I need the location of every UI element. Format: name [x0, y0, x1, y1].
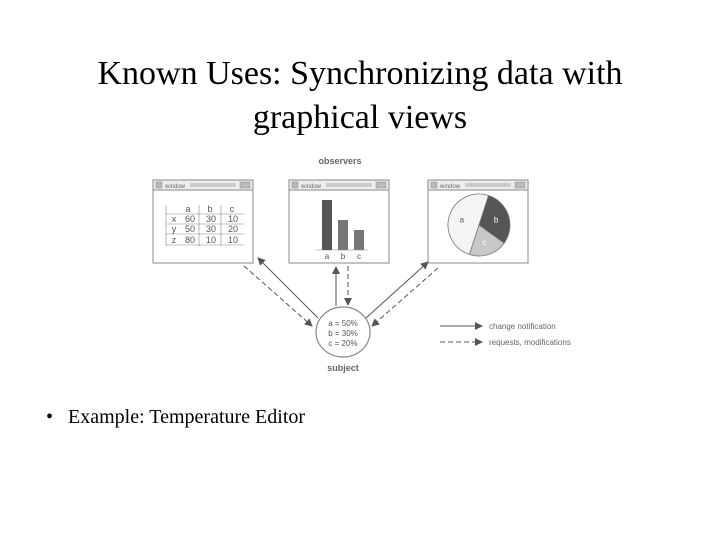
bullet-text: Example: Temperature Editor — [68, 406, 306, 428]
window-menu-icon — [156, 182, 162, 188]
bar-category-label: c — [357, 252, 361, 261]
notification-arrow — [366, 262, 428, 318]
window-title-pattern — [326, 183, 372, 187]
legend-dashed-label: requests, modifications — [489, 338, 571, 347]
observers-label: observers — [318, 156, 362, 166]
table-header-cell: a — [185, 204, 191, 214]
table-header-cell: c — [229, 204, 235, 214]
bar-category-label: b — [340, 252, 346, 261]
table-cell: 20 — [227, 224, 239, 234]
bar-category-label: a — [324, 252, 330, 261]
request-arrow — [372, 268, 438, 326]
table-window — [153, 180, 253, 263]
title-line-1: Known Uses: Synchronizing data with — [97, 55, 623, 92]
bullet-dot: • — [46, 406, 54, 428]
table-cell: 10 — [227, 214, 239, 224]
table-cell: 10 — [205, 235, 217, 245]
table-header-cell: b — [207, 204, 213, 214]
window-menu-icon — [292, 182, 298, 188]
pie-slice-label: c — [482, 238, 487, 248]
pie-slice-label: b — [493, 215, 499, 225]
subject-value: b = 30% — [328, 329, 358, 338]
legend-solid-label: change notification — [489, 322, 556, 331]
table-cell: 50 — [184, 224, 196, 234]
title-line-2: graphical views — [252, 99, 468, 136]
subject-value: c = 20% — [328, 339, 358, 348]
bar-a — [322, 200, 332, 250]
window-title: window — [301, 184, 322, 190]
table-cell: y — [171, 224, 177, 234]
subject-value: a = 50% — [328, 319, 358, 328]
window-title-pattern — [465, 183, 511, 187]
bar-b — [338, 220, 348, 250]
window-title-pattern — [190, 183, 236, 187]
window-buttons-icon — [376, 182, 386, 188]
table-cell: 30 — [205, 214, 217, 224]
window-title: window — [165, 184, 186, 190]
window-buttons-icon — [515, 182, 525, 188]
pie-chart-window — [428, 180, 528, 263]
window-buttons-icon — [240, 182, 250, 188]
table-cell: x — [171, 214, 177, 224]
window-menu-icon — [431, 182, 437, 188]
bar-c — [354, 230, 364, 250]
bullet-item — [46, 406, 305, 429]
subject-label: subject — [327, 363, 359, 373]
table-cell: 60 — [184, 214, 196, 224]
request-arrow — [244, 266, 312, 326]
pie-group — [448, 194, 510, 256]
window-title: window — [440, 184, 461, 190]
table-cell: z — [171, 235, 177, 245]
table-cell: 10 — [227, 235, 239, 245]
table-cell: 30 — [205, 224, 217, 234]
table-cell: 80 — [184, 235, 196, 245]
bar-chart-window — [289, 180, 389, 263]
pie-slice-label: a — [459, 215, 465, 225]
notification-arrow — [258, 258, 318, 318]
